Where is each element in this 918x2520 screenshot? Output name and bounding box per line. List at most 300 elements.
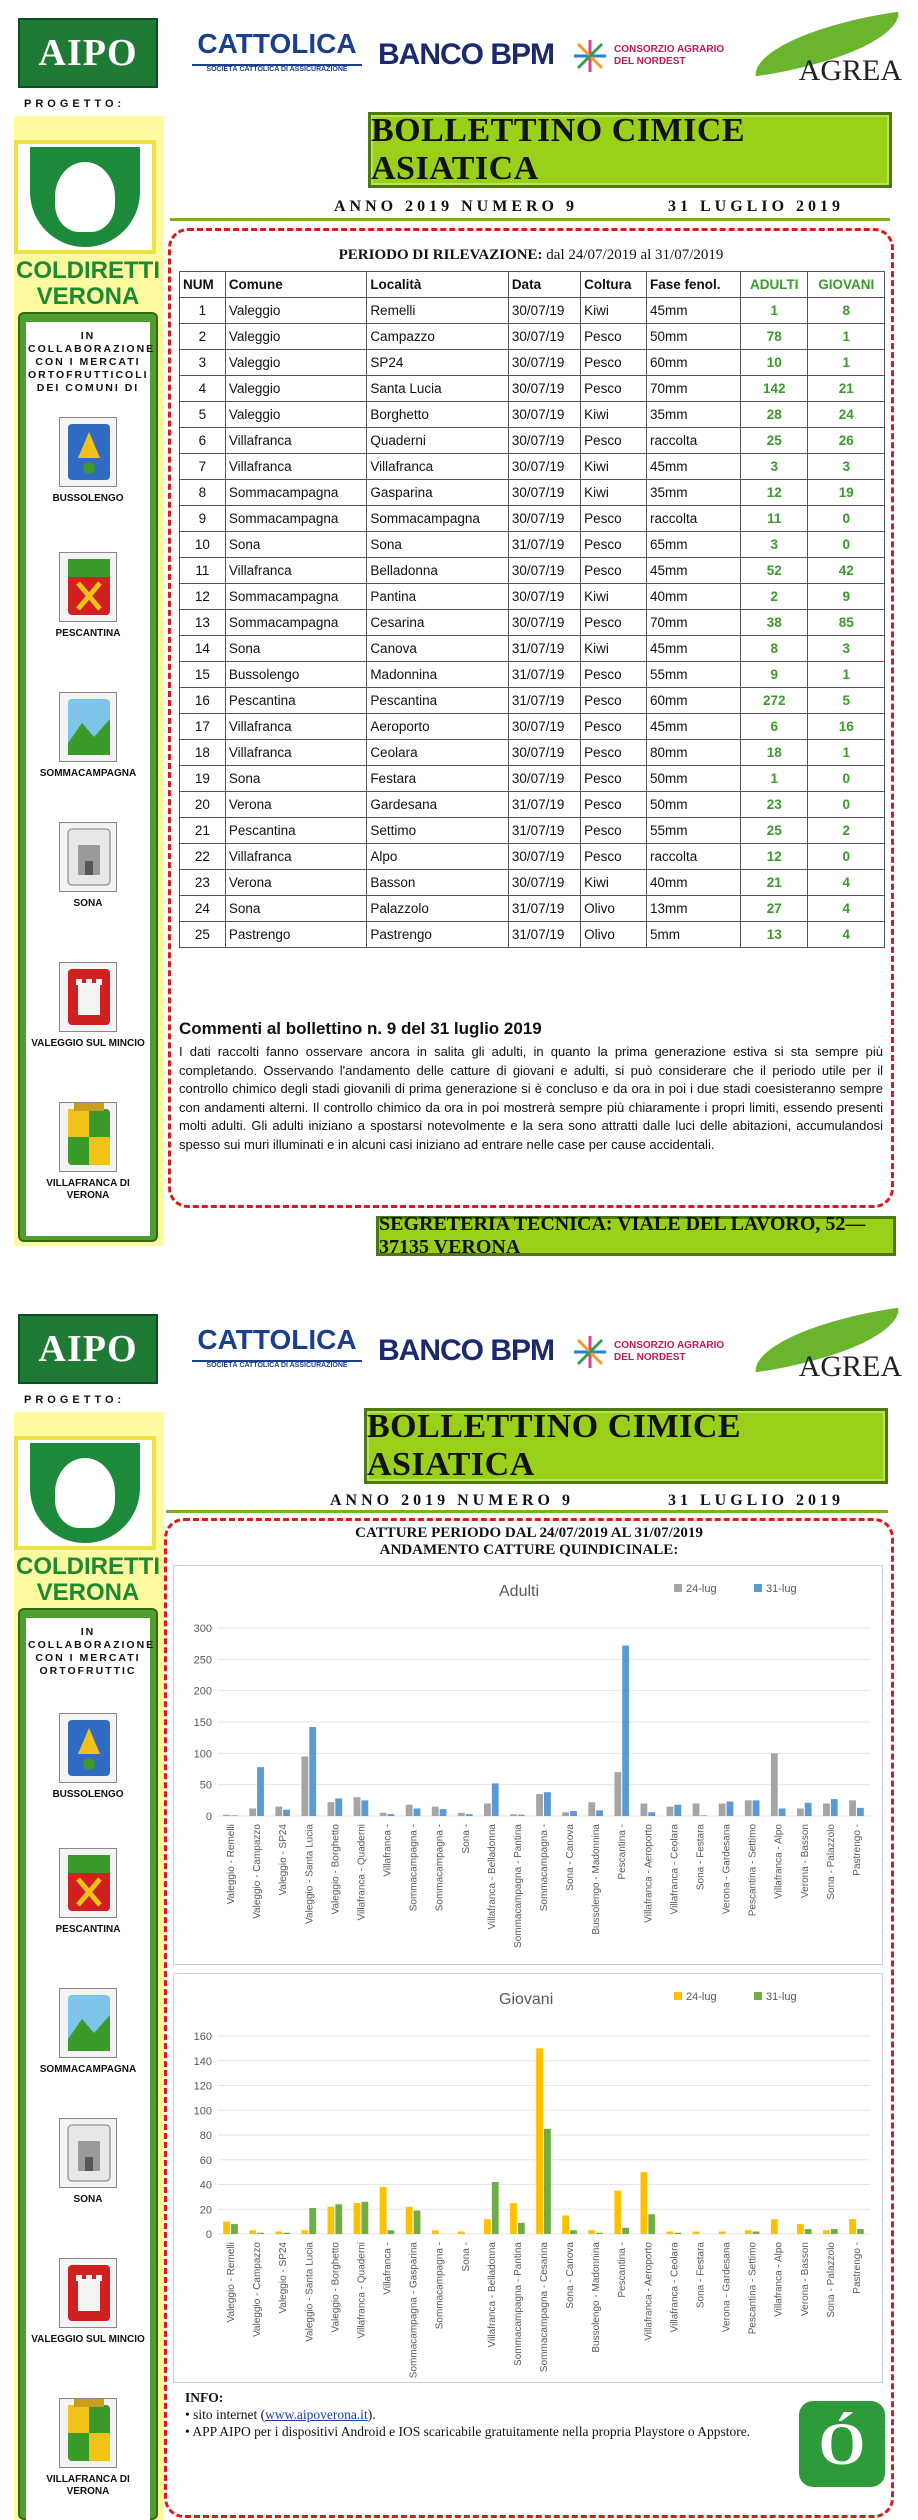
- x-tick-label: Villafranca - Belladonna: [486, 2242, 498, 2348]
- table-cell: raccolta: [646, 428, 740, 454]
- x-tick-label: Sommacampagna -: [434, 2242, 446, 2330]
- table-cell: Pesco: [581, 350, 647, 376]
- x-tick-label: Villafranca -: [382, 2242, 394, 2295]
- table-cell: 12: [741, 480, 808, 506]
- bar-31lug: [466, 1814, 473, 1816]
- table-row: [180, 298, 885, 324]
- table-cell: 50mm: [646, 324, 740, 350]
- col-localita: Località: [367, 272, 509, 298]
- bar-31lug: [753, 1800, 760, 1816]
- bar-31lug: [805, 1803, 812, 1816]
- bar-24lug: [536, 2048, 543, 2234]
- table-cell: Valeggio: [225, 324, 367, 350]
- agrea-logo: AGREA: [742, 1316, 910, 1386]
- table-cell: 31/07/19: [508, 922, 580, 948]
- table-cell: Kiwi: [581, 454, 647, 480]
- x-tick-label: Valeggio - Santa Lucia: [304, 2242, 316, 2342]
- bar-24lug: [771, 1753, 778, 1816]
- table-cell: 18: [741, 740, 808, 766]
- title-banner: BOLLETTINO CIMICE ASIATICA: [368, 112, 892, 188]
- table-cell: Pesco: [581, 714, 647, 740]
- progetto-label: PROGETTO:: [24, 98, 126, 110]
- bar-24lug: [745, 2230, 752, 2234]
- table-cell: 10: [741, 350, 808, 376]
- comune-villafranca: VILLAFRANCA DI VERONA: [26, 2398, 150, 2498]
- bar-24lug: [745, 1800, 752, 1816]
- bar-31lug: [831, 1799, 838, 1816]
- x-tick-label: Pescantina -: [617, 1824, 629, 1880]
- bar-31lug: [570, 2230, 577, 2234]
- table-cell: 31/07/19: [508, 792, 580, 818]
- table-cell: 45mm: [646, 636, 740, 662]
- consorzio-logo: CONSORZIO AGRARIO DEL NORDEST: [572, 30, 742, 82]
- table-cell: Verona: [225, 792, 367, 818]
- consorzio-logo: CONSORZIO AGRARIO DEL NORDEST: [572, 1326, 742, 1378]
- y-tick-label: 300: [193, 1623, 212, 1635]
- x-tick-label: Sommacampagna - Pantina: [512, 1824, 524, 1948]
- table-cell: Palazzolo: [367, 896, 509, 922]
- bar-31lug: [518, 1815, 525, 1816]
- coldiretti-logo: [14, 1436, 156, 1550]
- catture-title: CATTURE PERIODO DAL 24/07/2019 AL 31/07/2019 ANDAMENTO CATTURE QUINDICINALE:: [355, 1525, 703, 1558]
- table-cell: Sommacampagna: [367, 506, 509, 532]
- table-cell: Kiwi: [581, 870, 647, 896]
- bar-24lug: [406, 1805, 413, 1816]
- table-cell: 3: [808, 636, 885, 662]
- table-cell: Kiwi: [581, 402, 647, 428]
- bar-31lug: [414, 1808, 421, 1816]
- col-giovani: GIOVANI: [808, 272, 885, 298]
- x-tick-label: Pastrengo -: [851, 1824, 863, 1876]
- valeggio-coat-icon: [59, 2258, 117, 2328]
- table-cell: 16: [180, 688, 226, 714]
- table-cell: Sona: [225, 896, 367, 922]
- bar-24lug: [640, 2172, 647, 2234]
- table-cell: Remelli: [367, 298, 509, 324]
- table-cell: 23: [741, 792, 808, 818]
- table-cell: 45mm: [646, 298, 740, 324]
- legend-label-1: 31-lug: [766, 1583, 797, 1595]
- bar-24lug: [484, 1803, 491, 1816]
- bar-24lug: [354, 2203, 361, 2234]
- table-cell: Villafranca: [225, 844, 367, 870]
- y-tick-label: 250: [193, 1654, 212, 1667]
- table-row: [180, 350, 885, 376]
- sommacampagna-coat-icon: [59, 692, 117, 762]
- table-cell: 7: [180, 454, 226, 480]
- legend-swatch-0: [674, 1584, 682, 1592]
- cattolica-logo: CATTOLICA SOCIETÀ CATTOLICA DI ASSICURAZIONE: [192, 1320, 362, 1372]
- table-cell: 13mm: [646, 896, 740, 922]
- table-cell: 9: [180, 506, 226, 532]
- x-tick-label: Bussolengo - Madonnina: [591, 1824, 603, 1935]
- legend-label-0: 24-lug: [686, 1583, 717, 1595]
- table-cell: 42: [808, 558, 885, 584]
- info-section: [185, 2389, 775, 2440]
- table-cell: Pesco: [581, 376, 647, 402]
- comune-bussolengo: BUSSOLENGO: [26, 1713, 150, 1801]
- bar-31lug: [492, 2182, 499, 2234]
- bar-24lug: [484, 2219, 491, 2234]
- table-cell: Villafranca: [225, 558, 367, 584]
- aipo-app-icon: Ó: [799, 2401, 885, 2487]
- comune-valeggio: VALEGGIO SUL MINCIO: [26, 2258, 150, 2346]
- bar-24lug: [588, 1802, 595, 1816]
- table-cell: Sommacampagna: [225, 610, 367, 636]
- x-tick-label: Villafranca -: [382, 1824, 394, 1877]
- bar-31lug: [622, 1646, 629, 1816]
- table-cell: SP24: [367, 350, 509, 376]
- table-cell: 14: [180, 636, 226, 662]
- table-cell: Pesco: [581, 324, 647, 350]
- title-underline: [170, 218, 890, 221]
- table-cell: Sommacampagna: [225, 506, 367, 532]
- table-cell: Sommacampagna: [225, 480, 367, 506]
- content-box: [168, 228, 894, 1208]
- y-tick-label: 140: [193, 2055, 212, 2068]
- comuni-panel: [18, 312, 158, 1242]
- table-cell: 25: [741, 818, 808, 844]
- table-row: [180, 454, 885, 480]
- table-cell: 2: [741, 584, 808, 610]
- aipo-logo: AIPO: [18, 18, 158, 88]
- x-tick-label: Verona - Basson: [799, 2242, 811, 2316]
- table-cell: Villafranca: [225, 428, 367, 454]
- table-cell: 8: [808, 298, 885, 324]
- table-cell: Pesco: [581, 558, 647, 584]
- table-cell: 13: [741, 922, 808, 948]
- x-tick-label: Verona - Gardesana: [721, 2242, 733, 2333]
- table-cell: Campazzo: [367, 324, 509, 350]
- table-cell: Valeggio: [225, 376, 367, 402]
- table-cell: 40mm: [646, 870, 740, 896]
- bar-24lug: [562, 1812, 569, 1816]
- bar-24lug: [797, 2224, 804, 2234]
- x-tick-label: Sona - Festara: [695, 2242, 707, 2309]
- table-cell: Pastrengo: [367, 922, 509, 948]
- anno-numero: ANNO 2019 NUMERO 9: [330, 1492, 574, 1509]
- table-cell: Pescantina: [367, 688, 509, 714]
- table-cell: 30/07/19: [508, 740, 580, 766]
- table-cell: Pesco: [581, 844, 647, 870]
- table-row: [180, 766, 885, 792]
- bar-24lug: [380, 1813, 387, 1816]
- bar-31lug: [361, 1800, 368, 1816]
- table-cell: raccolta: [646, 506, 740, 532]
- title-underline: [166, 1510, 888, 1513]
- x-tick-label: Pescantina -: [617, 2242, 629, 2298]
- sommacampagna-coat-icon: [59, 1988, 117, 2058]
- x-tick-label: Sommacampagna -: [408, 1824, 420, 1912]
- table-cell: 70mm: [646, 376, 740, 402]
- x-tick-label: Villafranca - Quaderni: [356, 2242, 368, 2339]
- table-cell: Pescantina: [225, 688, 367, 714]
- bar-24lug: [693, 1803, 700, 1816]
- table-cell: 272: [741, 688, 808, 714]
- table-cell: Madonnina: [367, 662, 509, 688]
- table-cell: 15: [180, 662, 226, 688]
- table-cell: 8: [741, 636, 808, 662]
- table-cell: 2: [808, 818, 885, 844]
- x-tick-label: Sona - Canova: [565, 1824, 577, 1891]
- table-cell: 11: [741, 506, 808, 532]
- col-num: NUM: [180, 272, 226, 298]
- x-tick-label: Sona -: [460, 1824, 472, 1854]
- x-tick-label: Valeggio - SP24: [278, 1824, 290, 1896]
- x-tick-label: Valeggio - Campazzo: [252, 1824, 264, 1919]
- table-cell: 5mm: [646, 922, 740, 948]
- table-row: [180, 714, 885, 740]
- table-cell: 55mm: [646, 662, 740, 688]
- x-tick-label: Valeggio - Borghetto: [330, 2242, 342, 2333]
- bar-31lug: [544, 1792, 551, 1816]
- table-cell: Sona: [225, 532, 367, 558]
- table-cell: 30/07/19: [508, 558, 580, 584]
- table-row: [180, 558, 885, 584]
- x-tick-label: Valeggio - Remelli: [226, 2242, 238, 2323]
- table-cell: Santa Lucia: [367, 376, 509, 402]
- table-cell: 70mm: [646, 610, 740, 636]
- table-cell: 24: [808, 402, 885, 428]
- table-row: [180, 740, 885, 766]
- table-cell: 31/07/19: [508, 662, 580, 688]
- chart-title: Giovani: [499, 1991, 554, 2008]
- table-cell: Borghetto: [367, 402, 509, 428]
- villafranca-coat-icon: [59, 2398, 117, 2468]
- table-cell: 3: [808, 454, 885, 480]
- table-cell: 1: [741, 298, 808, 324]
- y-tick-label: 80: [199, 2130, 212, 2142]
- table-cell: 30/07/19: [508, 402, 580, 428]
- valeggio-coat-icon: [59, 962, 117, 1032]
- table-cell: 85: [808, 610, 885, 636]
- bar-24lug: [849, 2219, 856, 2234]
- table-cell: 30/07/19: [508, 480, 580, 506]
- bar-31lug: [857, 1808, 864, 1816]
- bar-24lug: [849, 1800, 856, 1816]
- x-tick-label: Valeggio - Santa Lucia: [304, 1824, 316, 1924]
- table-cell: Verona: [225, 870, 367, 896]
- table-cell: raccolta: [646, 844, 740, 870]
- aipo-logo: AIPO: [18, 1314, 158, 1384]
- table-cell: 9: [741, 662, 808, 688]
- bar-24lug: [223, 1815, 230, 1816]
- table-cell: Pescantina: [225, 818, 367, 844]
- bar-24lug: [693, 2232, 700, 2234]
- table-cell: 30/07/19: [508, 376, 580, 402]
- bar-24lug: [614, 1772, 621, 1816]
- table-cell: Pesco: [581, 688, 647, 714]
- table-cell: 24: [180, 896, 226, 922]
- table-cell: 5: [808, 688, 885, 714]
- x-tick-label: Valeggio - SP24: [278, 2242, 290, 2314]
- sito-link[interactable]: www.aipoverona.it: [265, 2407, 368, 2422]
- bar-31lug: [648, 2214, 655, 2234]
- legend-swatch-1: [754, 1584, 762, 1592]
- x-tick-label: Villafranca - Belladonna: [486, 1824, 498, 1930]
- bar-31lug: [622, 2228, 629, 2234]
- table-cell: Ceolara: [367, 740, 509, 766]
- table-cell: Kiwi: [581, 636, 647, 662]
- table-cell: 21: [180, 818, 226, 844]
- bar-24lug: [354, 1797, 361, 1816]
- y-tick-label: 60: [199, 2154, 212, 2167]
- bar-24lug: [458, 2232, 465, 2234]
- bar-31lug: [727, 1802, 734, 1816]
- table-cell: 3: [741, 532, 808, 558]
- comune-sommacampagna: SOMMACAMPAGNA: [26, 692, 150, 780]
- table-row: [180, 428, 885, 454]
- table-cell: 50mm: [646, 766, 740, 792]
- adulti-chart: [173, 1565, 883, 1965]
- table-cell: 0: [808, 766, 885, 792]
- bar-31lug: [283, 1810, 290, 1816]
- table-cell: Valeggio: [225, 350, 367, 376]
- bar-24lug: [328, 2207, 335, 2234]
- table-row: [180, 662, 885, 688]
- table-cell: 8: [180, 480, 226, 506]
- table-cell: 9: [808, 584, 885, 610]
- table-cell: Sommacampagna: [225, 584, 367, 610]
- table-cell: Sona: [225, 636, 367, 662]
- table-cell: Olivo: [581, 896, 647, 922]
- bar-24lug: [614, 2191, 621, 2234]
- table-cell: 30/07/19: [508, 844, 580, 870]
- bar-31lug: [309, 2208, 316, 2234]
- table-cell: Pesco: [581, 506, 647, 532]
- sona-coat-icon: [59, 2118, 117, 2188]
- table-cell: Kiwi: [581, 480, 647, 506]
- table-cell: 4: [808, 870, 885, 896]
- table-cell: 38: [741, 610, 808, 636]
- bar-31lug: [231, 2224, 238, 2234]
- table-cell: 17: [180, 714, 226, 740]
- table-cell: 1: [808, 662, 885, 688]
- comune-sona: SONA: [26, 822, 150, 910]
- table-cell: 1: [808, 740, 885, 766]
- table-cell: 6: [741, 714, 808, 740]
- bar-24lug: [536, 1794, 543, 1816]
- bar-31lug: [440, 1809, 447, 1816]
- table-cell: 11: [180, 558, 226, 584]
- table-cell: Kiwi: [581, 298, 647, 324]
- table-cell: 30/07/19: [508, 454, 580, 480]
- legend-swatch-0: [674, 1992, 682, 2000]
- charts-box: [164, 1518, 894, 2518]
- table-cell: 21: [741, 870, 808, 896]
- table-cell: 65mm: [646, 532, 740, 558]
- table-cell: 50mm: [646, 792, 740, 818]
- table-cell: 78: [741, 324, 808, 350]
- bar-24lug: [301, 2230, 308, 2234]
- bar-31lug: [518, 2223, 525, 2234]
- x-tick-label: Villafranca - Aeroporto: [643, 2242, 655, 2341]
- chart-title: Adulti: [499, 1583, 540, 1600]
- x-tick-label: Sommacampagna - Pantina: [512, 2242, 524, 2366]
- table-cell: Cesarina: [367, 610, 509, 636]
- bussolengo-coat-icon: [59, 1713, 117, 1783]
- bar-24lug: [380, 2187, 387, 2234]
- table-cell: 60mm: [646, 350, 740, 376]
- col-data: Data: [508, 272, 580, 298]
- banco-bpm-logo: BANCO BPM: [378, 38, 554, 71]
- x-tick-label: Sommacampagna -: [434, 1824, 446, 1912]
- table-row: [180, 792, 885, 818]
- consorzio-star-icon: [572, 38, 608, 74]
- bar-31lug: [857, 2229, 864, 2234]
- bar-31lug: [309, 1727, 316, 1816]
- table-row: [180, 870, 885, 896]
- table-cell: 21: [808, 376, 885, 402]
- bar-31lug: [831, 2229, 838, 2234]
- table-row: [180, 532, 885, 558]
- table-cell: 5: [180, 402, 226, 428]
- legend-label-1: 31-lug: [766, 1991, 797, 2003]
- y-tick-label: 50: [199, 1779, 212, 1792]
- bar-24lug: [588, 2230, 595, 2234]
- y-tick-label: 0: [205, 1811, 212, 1823]
- table-cell: Valeggio: [225, 402, 367, 428]
- table-cell: 1: [180, 298, 226, 324]
- table-row: [180, 402, 885, 428]
- bar-24lug: [823, 2230, 830, 2234]
- table-cell: 25: [180, 922, 226, 948]
- legend-label-0: 24-lug: [686, 1991, 717, 2003]
- table-cell: 40mm: [646, 584, 740, 610]
- bar-24lug: [406, 2207, 413, 2234]
- col-comune: Comune: [225, 272, 367, 298]
- x-tick-label: Pastrengo -: [851, 2242, 863, 2294]
- table-cell: 80mm: [646, 740, 740, 766]
- comuni-panel: [18, 1608, 158, 2520]
- table-row: [180, 506, 885, 532]
- table-cell: 45mm: [646, 558, 740, 584]
- bar-24lug: [667, 1807, 674, 1816]
- anno-numero: ANNO 2019 NUMERO 9: [334, 198, 578, 215]
- comune-pescantina: PESCANTINA: [26, 1848, 150, 1936]
- bar-24lug: [275, 1807, 282, 1816]
- bar-24lug: [328, 1802, 335, 1816]
- table-cell: Quaderni: [367, 428, 509, 454]
- table-cell: Basson: [367, 870, 509, 896]
- table-cell: 45mm: [646, 714, 740, 740]
- bar-31lug: [544, 2129, 551, 2234]
- x-tick-label: Pescantina - Settimo: [747, 2242, 759, 2335]
- bar-31lug: [414, 2210, 421, 2234]
- table-cell: Pesco: [581, 740, 647, 766]
- bar-31lug: [388, 1814, 395, 1816]
- bar-31lug: [257, 1767, 264, 1816]
- col-fase: Fase fenol.: [646, 272, 740, 298]
- y-tick-label: 160: [193, 2031, 212, 2043]
- x-tick-label: Sommacampagna - Cesarina: [539, 2242, 550, 2373]
- bar-24lug: [771, 2219, 778, 2234]
- table-cell: 18: [180, 740, 226, 766]
- commenti-text: I dati raccolti fanno osservare ancora in salita gli adulti, in quanto la prima generazione estiva si sta sempre più completando. Osservando l'andamento delle catture di giovani e adulti, si può considerare che il periodo utile per il controllo chimico degli stadi giovanili di prima generazione si è concluso e da ora in poi i due stadi coesisteranno sempre con andamenti alterni. Il controllo chimico da ora in poi mostrerà sempre più chiaramente i propri limiti, essendo presenti molti adulti. Gli adulti iniziano a spostarsi notevolmente e la sera sono attratti dalle luci delle abitazioni, accumulandosi spesso sui muri illuminati e in alcuni casi iniziano ad entrare nelle case per cause accidentali.: [179, 1044, 883, 1152]
- bar-24lug: [823, 1803, 830, 1816]
- bussolengo-coat-icon: [59, 417, 117, 487]
- table-cell: Pesco: [581, 792, 647, 818]
- table-cell: Settimo: [367, 818, 509, 844]
- banco-bpm-logo: BANCO BPM: [378, 1334, 554, 1367]
- x-tick-label: Villafranca - Ceolara: [669, 1824, 681, 1915]
- x-tick-label: Villafranca - Alpo: [773, 2242, 785, 2317]
- table-cell: Belladonna: [367, 558, 509, 584]
- comune-villafranca: VILLAFRANCA DI VERONA: [26, 1102, 150, 1202]
- x-tick-label: Valeggio - Borghetto: [330, 1824, 342, 1915]
- table-cell: 13: [180, 610, 226, 636]
- bar-31lug: [674, 2233, 681, 2234]
